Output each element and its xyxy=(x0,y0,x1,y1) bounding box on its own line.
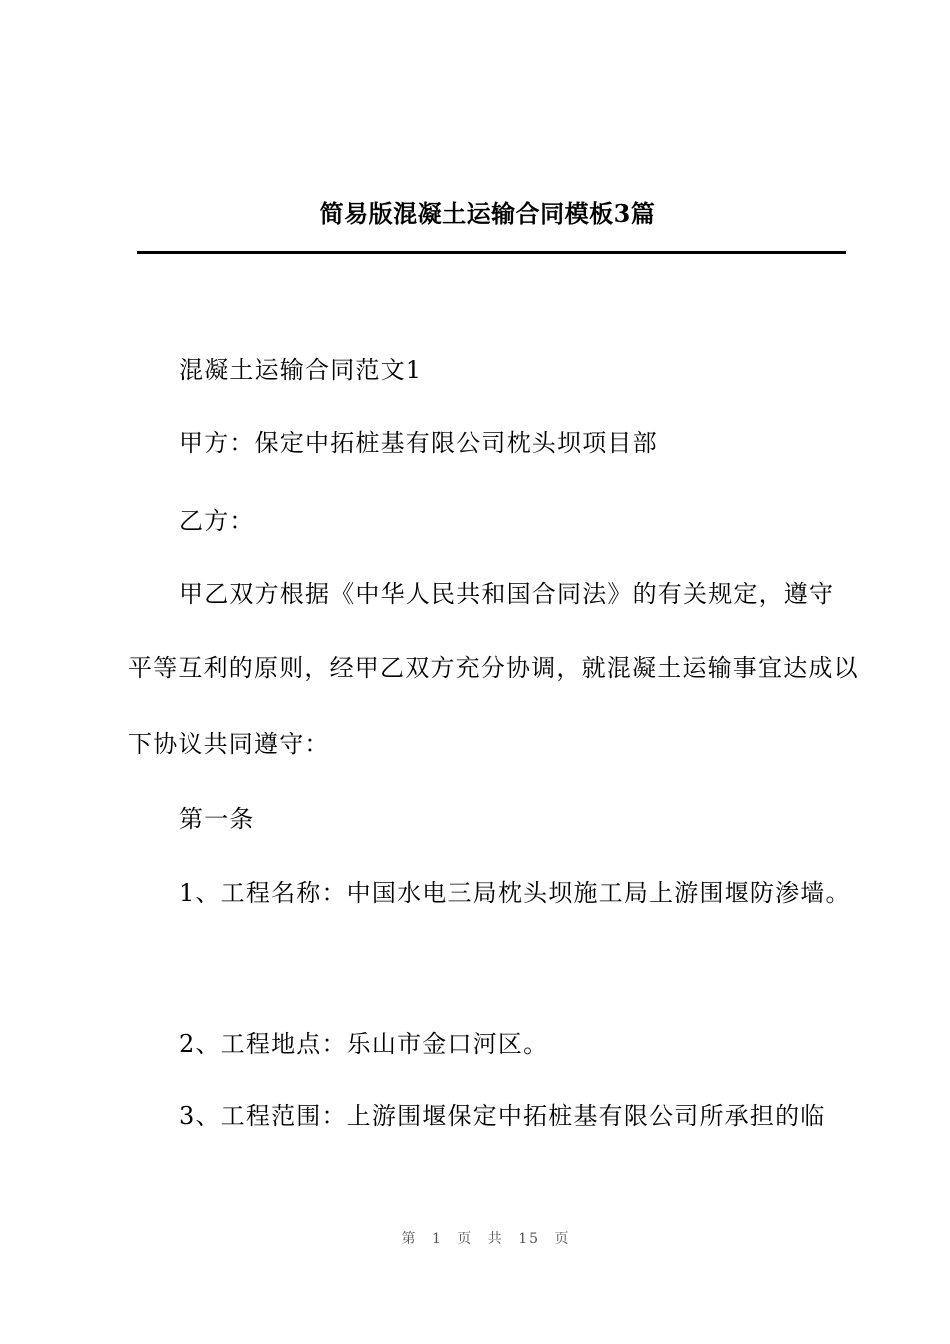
party-a-line: 甲方：保定中拓桩基有限公司枕头坝项目部 xyxy=(179,429,658,457)
intro-paragraph-line-3: 下协议共同遵守： xyxy=(128,730,330,758)
title-divider xyxy=(137,251,846,254)
document-title: 简易版混凝土运输合同模板3篇 xyxy=(319,199,656,228)
party-b-line: 乙方： xyxy=(179,507,255,535)
intro-paragraph-line-2: 平等互利的原则，经甲乙双方充分协调，就混凝土运输事宜达成以 xyxy=(128,654,859,682)
page-number-footer: 第 1 页 共 15 页 xyxy=(401,1231,571,1247)
section-heading: 混凝土运输合同范文1 xyxy=(179,356,423,384)
clause-item-1: 1、工程名称：中国水电三局枕头坝施工局上游围堰防渗墙。 xyxy=(179,879,851,907)
intro-paragraph-line-1: 甲乙双方根据《中华人民共和国合同法》的有关规定，遵守 xyxy=(179,580,835,608)
clause-item-3: 3、工程范围：上游围堰保定中拓桩基有限公司所承担的临 xyxy=(179,1102,826,1130)
clause-item-2: 2、工程地点：乐山市金口河区。 xyxy=(179,1030,549,1058)
article-heading: 第一条 xyxy=(179,805,255,833)
